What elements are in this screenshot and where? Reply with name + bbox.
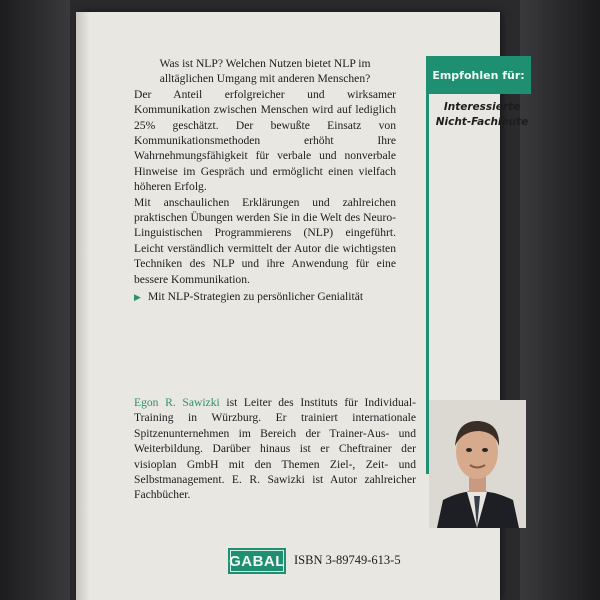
blurb-question: Was ist NLP? Welchen Nutzen bietet NLP im alltäglichen Umgang mit anderen Menschen? <box>159 57 371 86</box>
isbn-text: ISBN 3-89749-613-5 <box>294 553 401 567</box>
blurb-bullet <box>134 289 396 305</box>
recommend-heading: Empfohlen für: <box>426 56 531 94</box>
author-photo <box>429 400 526 528</box>
recommend-audience: Interessierte Nicht-Fachleute <box>435 101 529 128</box>
blurb-paragraph-1: Der Anteil erfolgreicher und wirksamer Kommunikation zwischen Menschen wird auf lediglich 25% geschätzt. Der bewußte Einsatz von Kommunikationsmethoden erhöht Ihre Wahrnehmungsfähigkeit für verbale und nonverbale Hinweise im Gespräch und ermöglicht einen vielfach höheren Erfolg. <box>134 87 396 194</box>
author-bio-text: ist Leiter des Instituts für Individual-Training in Würzburg. Er trainiert internationale Spitzenunternehmen im Bereich der Trainer-Aus- und Weiterbildung. Darüber hinaus ist er Cheftrainer der visioplan GmbH mit den Themen Ziel-, Zeit- und Selbstmanagement. E. R. Sawizki ist Autor zahlreicher Fachbücher. <box>134 396 416 502</box>
bullet-triangle-icon: ▶ <box>134 292 141 303</box>
publisher-logo: GABAL <box>228 548 286 574</box>
author-name: Egon R. Sawizki <box>134 396 220 409</box>
book-spine <box>76 12 90 600</box>
author-bio <box>134 395 416 503</box>
book-back-cover <box>76 12 529 600</box>
blurb-text <box>134 56 396 306</box>
background-left <box>0 0 70 600</box>
background-right <box>520 0 600 600</box>
blurb-bullet-text: Mit NLP-Strategien zu persönlicher Genialität <box>148 290 364 304</box>
blurb-paragraph-2: Mit anschaulichen Erklärungen und zahlreichen praktischen Übungen werden Sie in die Welt des Neuro-Linguistischen Programmierens (NLP) eingeführt. Leicht verständlich vermittelt der Autor die wichtigsten Techniken des NLP und ihre Anwendung für eine bessere Kommunikation. <box>134 195 396 286</box>
